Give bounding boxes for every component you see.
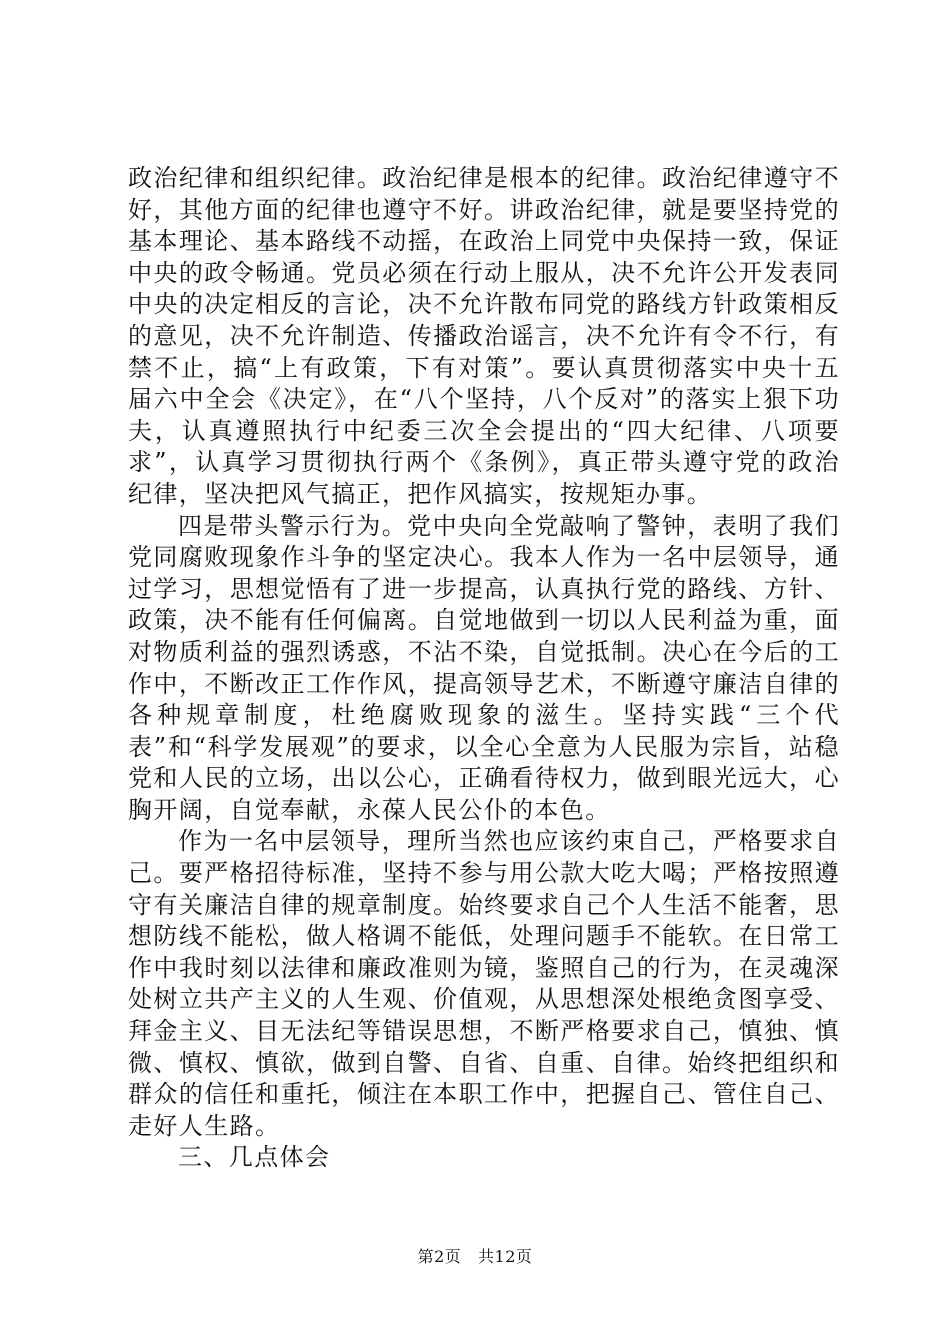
section-heading-reflections: 三、几点体会 xyxy=(178,1143,331,1172)
paragraph-political-discipline: 政治纪律和组织纪律。政治纪律是根本的纪律。政治纪律遵守不好，其他方面的纪律也遵守不好。讲政治纪律，就是要坚持党的基本理论、基本路线不动摇，在政治上同党中央保持一致，保证中央的政令畅通。党员必须在行动上服从，决不允许公开发表同中央的决定相反的言论，决不允许散布同党的路线方针政策相反的意见，决不允许制造、传播政治谣言，决不允许有令不行，有禁不止，搞“上有政策，下有对策”。要认真贯彻落实中央十五届六中全会《决定》，在“八个坚持，八个反对”的落实上狠下功夫，认真遵照执行中纪委三次全会提出的“四大纪律、八项要求”，认真学习贯彻执行两个《条例》，真正带头遵守党的政治纪律，坚决把风气搞正，把作风搞实，按规矩办事。 xyxy=(128,164,840,508)
page-footer xyxy=(0,1244,950,1267)
paragraph-self-discipline: 作为一名中层领导，理所当然也应该约束自己，严格要求自己。要严格招待标准，坚持不参与用公款大吃大喝；严格按照遵守有关廉洁自律的规章制度。始终要求自己个人生活不能奢，思想防线不能松，做人格调不能低，处理问题手不能软。在日常工作中我时刻以法律和廉政准则为镜，鉴照自己的行为，在灵魂深处树立共产主义的人生观、价值观，从思想深处根绝贪图享受、拜金主义、目无法纪等错误思想，不断严格要求自己，慎独、慎微、慎权、慎欲，做到自警、自省、自重、自律。始终把组织和群众的信任和重托，倾注在本职工作中，把握自己、管住自己、走好人生路。 xyxy=(128,827,840,1140)
page-total: 共12页 xyxy=(478,1247,533,1266)
paragraph-warning-conduct: 四是带头警示行为。党中央向全党敲响了警钟，表明了我们党同腐败现象作斗争的坚定决心。我本人作为一名中层领导，通过学习，思想觉悟有了进一步提高，认真执行党的路线、方针、政策，决不能有任何偏离。自觉地做到一切以人民利益为重，面对物质利益的强烈诱惑，不沾不染，自觉抵制。决心在今后的工作中，不断改正工作作风，提高领导艺术，不断遵守廉洁自律的各种规章制度，杜绝腐败现象的滋生。坚持实践“三个代表”和“科学发展观”的要求，以全心全意为人民服为宗旨，站稳党和人民的立场，出以公心，正确看待权力，做到眼光远大，心胸开阔，自觉奉献，永葆人民公仆的本色。 xyxy=(128,511,840,824)
footer-spacer xyxy=(467,1247,473,1266)
document-body xyxy=(128,163,840,1174)
page-number: 第2页 xyxy=(417,1247,462,1266)
